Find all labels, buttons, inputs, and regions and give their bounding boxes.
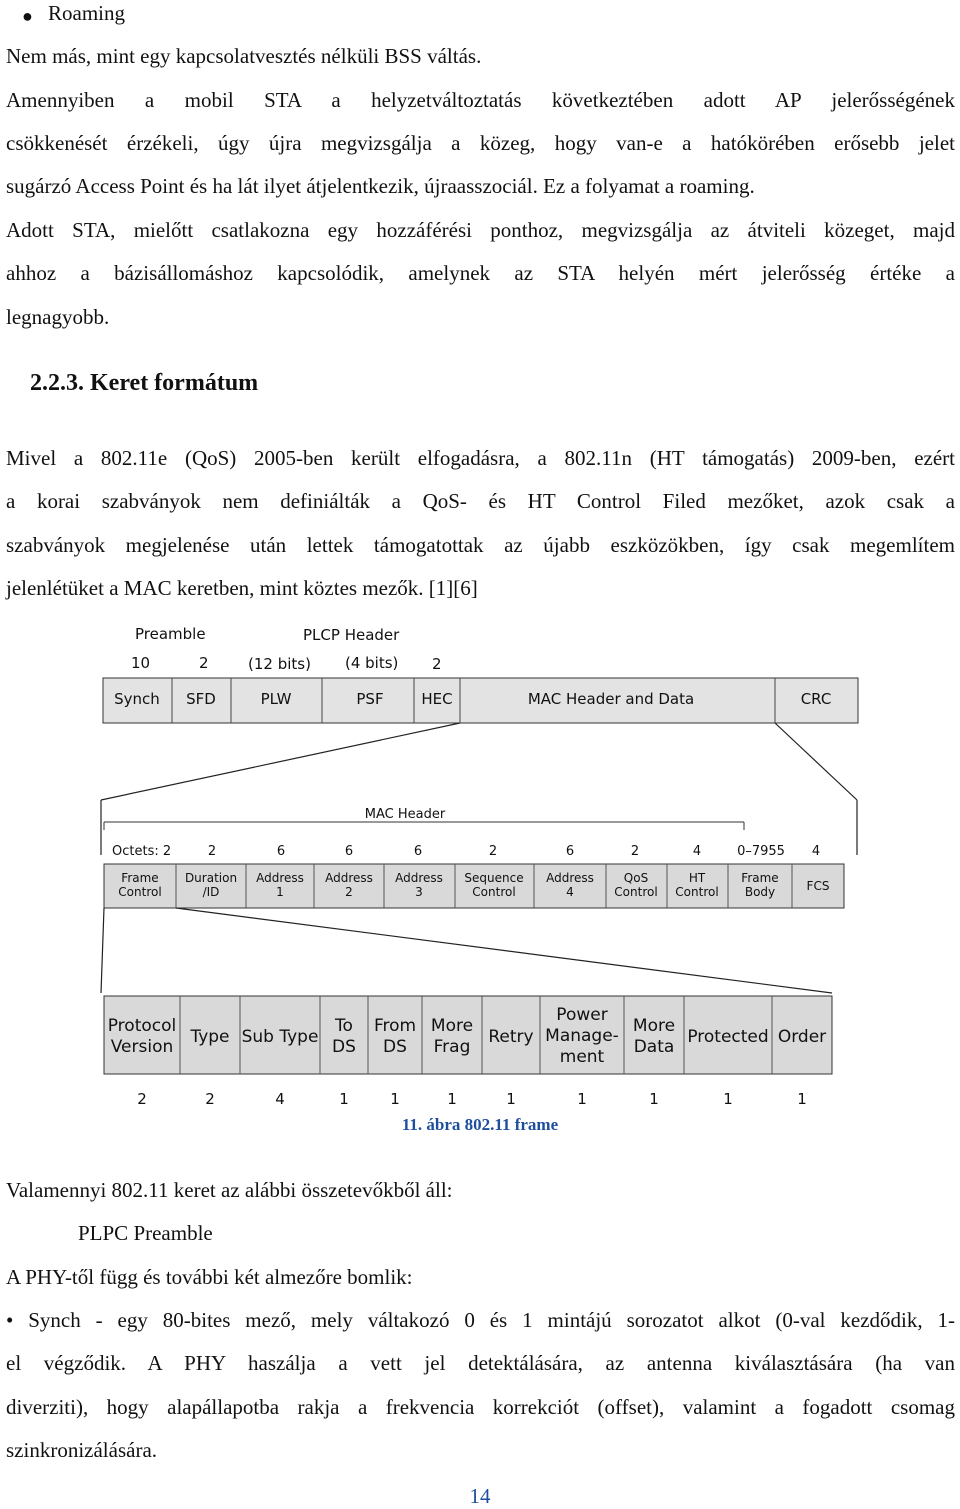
mac-field-ht-control: HT	[688, 871, 706, 885]
mac-field-qos-control: Control	[614, 885, 658, 899]
fc-bit-count: 4	[275, 1090, 285, 1108]
fc-field-more-data: Data	[633, 1037, 675, 1057]
mac-field-frame-body: Frame	[741, 871, 779, 885]
phy-field-synch: Synch	[114, 690, 160, 708]
phy-field-crc: CRC	[800, 690, 832, 708]
mac-field-address-4: 4	[566, 885, 574, 899]
synch-length: 10	[131, 654, 151, 672]
phy-field-psf: PSF	[356, 690, 384, 708]
octet-value: 6	[344, 844, 354, 859]
mac-field-address-1: Address	[256, 871, 304, 885]
mac-field-qos-control: QoS	[623, 871, 649, 885]
para1-line-3: csökkenését érzékeli, úgy újra megvizsgálja a közeg, hogy van-e a hatókörében erősebb jelet	[6, 131, 955, 155]
preamble-label: Preamble	[135, 625, 206, 643]
fc-field-protocol-version: Protocol	[107, 1016, 177, 1036]
mac-field-frame-control: Frame	[121, 871, 159, 885]
mac-header-label: MAC Header	[364, 807, 446, 822]
para1-line-7: legnagyobb.	[6, 305, 110, 329]
octet-value: 6	[413, 844, 423, 859]
fc-field-retry: Retry	[488, 1027, 534, 1047]
fc-bit-count: 1	[649, 1090, 659, 1108]
phy-field-plw: PLW	[260, 690, 292, 708]
para3-indented-line: PLPC Preamble	[78, 1221, 213, 1245]
fc-field-protocol-version: Version	[110, 1037, 174, 1057]
fc-field-more-frag: Frag	[433, 1037, 471, 1057]
fc-field-protected: Protected	[687, 1027, 769, 1047]
para1-line-4: sugárzó Access Point és ha lát ilyet átjelentkezik, újraasszociál. Ez a folyamat a roaming.	[6, 174, 755, 198]
mac-field-duration-id: /ID	[202, 885, 220, 899]
phy-field-sfd: SFD	[186, 690, 216, 708]
fc-field-from-ds: DS	[383, 1037, 407, 1057]
para2-line-3: szabványok megjelenése után lettek támogatottak az újabb eszközökben, így csak megemlítem	[6, 533, 955, 557]
mac-field-frame-control: Control	[118, 885, 162, 899]
mac-field-frame-body: Body	[744, 885, 776, 899]
bullet-marker: ●	[22, 6, 33, 26]
para3-line-1: Valamennyi 802.11 keret az alábbi összetevőkből áll:	[6, 1178, 453, 1202]
mac-field-address-2: 2	[345, 885, 353, 899]
fc-field-more-data: More	[632, 1016, 676, 1036]
fc-field-sub-type: Sub Type	[241, 1027, 319, 1047]
octet-row	[112, 844, 820, 859]
octet-value: 4	[811, 844, 821, 859]
fc-field-power-management: Manage-	[545, 1026, 619, 1046]
fc-bit-count: 1	[506, 1090, 516, 1108]
mac-field-address-2: Address	[325, 871, 373, 885]
octet-value: 0–7955	[737, 844, 785, 859]
mac-field-address-1: 1	[276, 885, 284, 899]
octet-value: 2	[488, 844, 498, 859]
para1-line-2: Amennyiben a mobil STA a helyzetváltoztatás következtében adott AP jelerősségének	[6, 88, 955, 112]
para1-line-5: Adott STA, mielőtt csatlakozna egy hozzáférési ponthoz, megvizsgálja az átviteli közeget, majd	[6, 218, 955, 242]
para3-line-2: A PHY-től függ és további két almezőre bomlik:	[6, 1265, 413, 1289]
octet-value: 2	[207, 844, 217, 859]
phy-top-labels	[131, 625, 442, 673]
para1-line-1: Nem más, mint egy kapcsolatvesztés nélküli BSS váltás.	[6, 44, 482, 68]
bullet-title-roaming: Roaming	[48, 1, 125, 25]
section-heading: 2.2.3. Keret formátum	[30, 370, 259, 396]
plcp-header-label: PLCP Header	[303, 626, 400, 644]
mac-field-address-3: 3	[415, 885, 423, 899]
fc-field-order: Order	[777, 1027, 827, 1047]
sfd-length: 2	[199, 654, 209, 672]
mac-field-address-4: Address	[546, 871, 594, 885]
phy-frame-bar	[103, 678, 858, 723]
page-number: 14	[469, 1484, 491, 1508]
octet-value: 6	[276, 844, 286, 859]
fc-field-power-management: Power	[556, 1005, 608, 1025]
fc-bit-count: 1	[723, 1090, 733, 1108]
para3-bullet-line-3: diverziti), hogy alapállapotba rakja a frekvencia korrekciót (offset), valamint a fogadott csomag	[6, 1395, 955, 1419]
para2-line-4: jelenlétüket a MAC keretben, mint köztes mezők. [1][6]	[6, 576, 478, 600]
mac-field-ht-control: Control	[675, 885, 719, 899]
mac-field-sequence-control: Control	[472, 885, 516, 899]
para2-line-2: a korai szabványok nem definiálták a QoS- és HT Control Filed mezőket, azok csak a	[6, 489, 955, 513]
fc-field-to-ds: To	[335, 1016, 353, 1036]
psf-length: (4 bits)	[345, 654, 399, 672]
octet-value: 2	[630, 844, 640, 859]
fc-field-to-ds: DS	[332, 1037, 356, 1057]
fc-bit-count: 1	[447, 1090, 457, 1108]
fc-bit-count: 1	[577, 1090, 587, 1108]
fc-bit-count: 1	[390, 1090, 400, 1108]
para3-bullet-line-4: szinkronizálására.	[6, 1438, 158, 1462]
octet-value: 6	[565, 844, 575, 859]
phy-field-hec: HEC	[421, 690, 453, 708]
para1-line-6: ahhoz a bázisállomáshoz kapcsolódik, amelynek az STA helyén mért jelerősség értéke a	[6, 261, 955, 285]
hec-length: 2	[432, 655, 442, 673]
fc-bit-count: 2	[205, 1090, 215, 1108]
fc-field-power-management: ment	[559, 1047, 605, 1067]
fc-field-type: Type	[190, 1027, 230, 1047]
fc-bit-count: 1	[339, 1090, 349, 1108]
figure-caption: 11. ábra 802.11 frame	[401, 1115, 559, 1134]
octets-label: Octets: 2	[112, 844, 172, 859]
fc-bit-count: 2	[137, 1090, 147, 1108]
para2-line-1: Mivel a 802.11e (QoS) 2005-ben került elfogadásra, a 802.11n (HT támogatás) 2009-ben, ezért	[6, 446, 955, 470]
frame-control-fields	[104, 996, 832, 1074]
phy-field-mac-header-data: MAC Header and Data	[527, 690, 695, 708]
expansion-lines-mac	[101, 723, 857, 855]
fc-field-from-ds: From	[373, 1016, 417, 1036]
fc-bit-counts	[137, 1090, 807, 1108]
mac-header-fields	[104, 864, 844, 908]
plw-length: (12 bits)	[248, 655, 311, 673]
fc-bit-count: 1	[797, 1090, 807, 1108]
fc-field-more-frag: More	[430, 1016, 474, 1036]
para3-bullet-line-1: • Synch - egy 80-bites mező, mely váltakozó 0 és 1 mintájú sorozatot alkot (0-val kezdődik, 1-	[6, 1308, 955, 1332]
para3-bullet-line-2: el végződik. A PHY haszálja a vett jel detektálására, az antenna kiválasztására (ha van	[6, 1351, 955, 1375]
mac-header-bracket	[104, 822, 744, 830]
mac-field-duration-id: Duration	[184, 871, 238, 885]
mac-field-fcs: FCS	[806, 879, 830, 893]
octet-value: 4	[692, 844, 702, 859]
mac-field-address-3: Address	[395, 871, 443, 885]
expansion-lines-fc	[101, 908, 832, 993]
mac-field-sequence-control: Sequence	[464, 871, 524, 885]
